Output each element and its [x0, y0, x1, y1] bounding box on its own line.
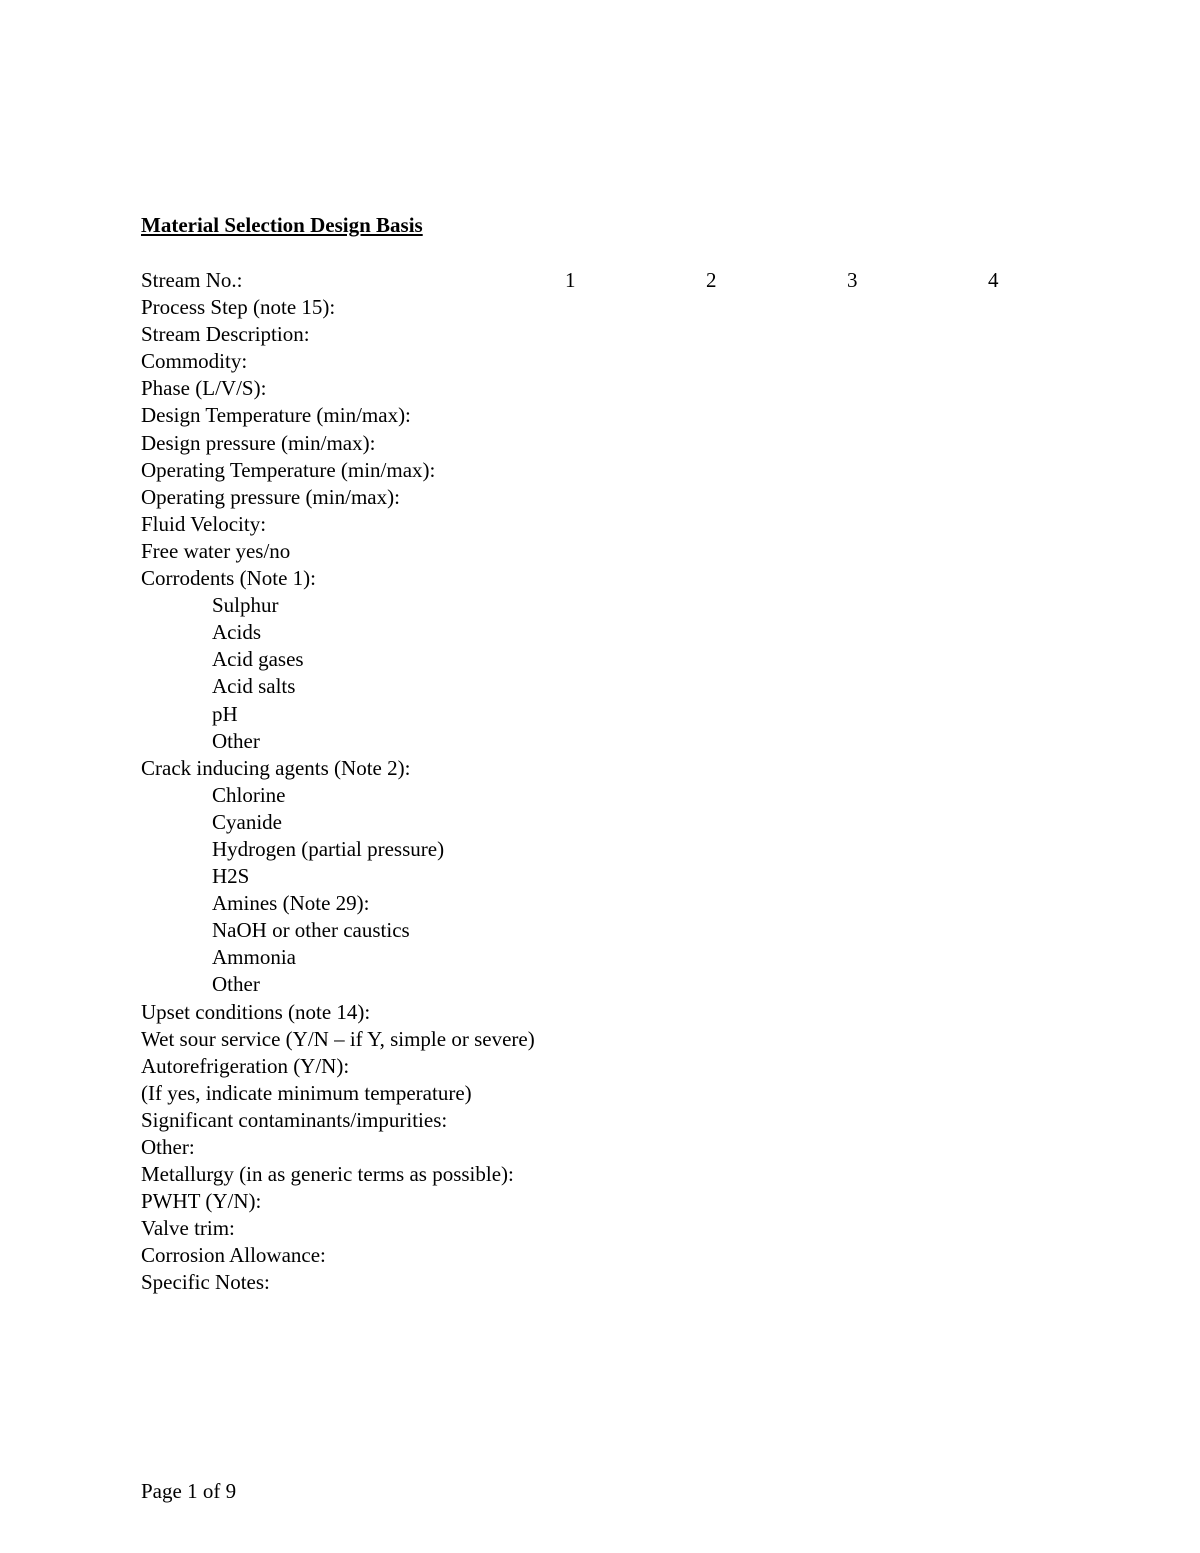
- field-label: Crack inducing agents (Note 2):: [141, 755, 411, 780]
- field-row: [141, 565, 1141, 592]
- field-row: [141, 1107, 1141, 1134]
- field-row: [141, 348, 1141, 375]
- design-basis-rows: [141, 267, 1141, 1297]
- field-label: Other:: [141, 1135, 195, 1159]
- stream-column-3: 3: [847, 268, 858, 292]
- field-row: [141, 1269, 1141, 1296]
- field-row: [141, 1188, 1141, 1215]
- field-label: Corrosion Allowance:: [141, 1243, 326, 1268]
- sub-field-label: Amines (Note 29):: [212, 891, 370, 916]
- field-label: Fluid Velocity:: [141, 511, 267, 536]
- field-label: Specific Notes:: [141, 1270, 270, 1295]
- field-row: [141, 1215, 1141, 1242]
- sub-field-label: NaOH or other caustics: [212, 918, 410, 943]
- stream-column-2: 2: [706, 268, 717, 292]
- sub-field-row: [141, 863, 1141, 890]
- field-row: [141, 538, 1141, 565]
- field-row: [141, 1242, 1141, 1269]
- stream-number-row: [141, 267, 1141, 294]
- field-row: [141, 484, 1141, 511]
- sub-field-label: Other: [212, 728, 260, 753]
- sub-field-label: Acids: [212, 620, 261, 645]
- sub-field-label: Acid gases: [212, 647, 304, 672]
- field-label: Operating pressure (min/max):: [141, 484, 400, 509]
- field-row: [141, 375, 1141, 402]
- field-label: Design Temperature (min/max):: [141, 403, 411, 428]
- sub-field-label: Ammonia: [212, 945, 296, 970]
- sub-field-label: Chlorine: [212, 782, 286, 807]
- field-label: Stream Description:: [141, 322, 310, 347]
- field-label: Metallurgy (in as generic terms as possible):: [141, 1162, 514, 1187]
- sub-field-label: pH: [212, 701, 238, 726]
- sub-field-row: [141, 701, 1141, 728]
- field-label: Valve trim:: [141, 1216, 235, 1241]
- sub-field-label: Hydrogen (partial pressure): [212, 836, 445, 861]
- sub-field-label: Acid salts: [212, 674, 296, 699]
- field-row: [141, 999, 1141, 1026]
- sub-field-row: [141, 944, 1141, 971]
- sub-field-row: [141, 782, 1141, 809]
- field-row: [141, 1053, 1141, 1080]
- sub-field-row: [141, 809, 1141, 836]
- page-number: Page 1 of 9: [141, 1479, 237, 1503]
- field-row: [141, 755, 1141, 782]
- stream-column-1: 1: [565, 268, 576, 292]
- field-row: [141, 1161, 1141, 1188]
- field-label: (If yes, indicate minimum temperature): [141, 1080, 472, 1105]
- field-label: Design pressure (min/max):: [141, 430, 376, 455]
- stream-column-4: 4: [988, 268, 999, 292]
- field-label: Process Step (note 15):: [141, 295, 336, 320]
- field-row: [141, 457, 1141, 484]
- field-row: [141, 402, 1141, 429]
- field-label: Significant contaminants/impurities:: [141, 1107, 448, 1132]
- sub-field-row: [141, 917, 1141, 944]
- sub-field-row: [141, 619, 1141, 646]
- sub-field-row: [141, 673, 1141, 700]
- field-label: Wet sour service (Y/N – if Y, simple or severe): [141, 1026, 535, 1051]
- field-label: Free water yes/no: [141, 538, 291, 563]
- sub-field-label: H2S: [212, 864, 250, 889]
- sub-field-label: Other: [212, 972, 260, 997]
- field-row: [141, 511, 1141, 538]
- field-label: Upset conditions (note 14):: [141, 999, 371, 1024]
- field-row: [141, 321, 1141, 348]
- sub-field-row: [141, 836, 1141, 863]
- sub-field-row: [141, 890, 1141, 917]
- field-label: Corrodents (Note 1):: [141, 566, 316, 591]
- field-row: [141, 1134, 1141, 1161]
- document-title: Material Selection Design Basis: [141, 213, 423, 237]
- field-label: Operating Temperature (min/max):: [141, 457, 436, 482]
- field-label: Autorefrigeration (Y/N):: [141, 1053, 350, 1078]
- field-label: Phase (L/V/S):: [141, 376, 267, 401]
- sub-field-label: Sulphur: [212, 593, 279, 618]
- field-row: [141, 430, 1141, 457]
- sub-field-row: [141, 592, 1141, 619]
- field-row: [141, 1026, 1141, 1053]
- sub-field-row: [141, 971, 1141, 998]
- sub-field-label: Cyanide: [212, 809, 282, 834]
- sub-field-row: [141, 728, 1141, 755]
- sub-field-row: [141, 646, 1141, 673]
- field-label: Commodity:: [141, 349, 248, 374]
- stream-number-label: Stream No.:: [141, 268, 243, 292]
- field-label: PWHT (Y/N):: [141, 1189, 262, 1214]
- field-row: [141, 294, 1141, 321]
- field-row: [141, 1080, 1141, 1107]
